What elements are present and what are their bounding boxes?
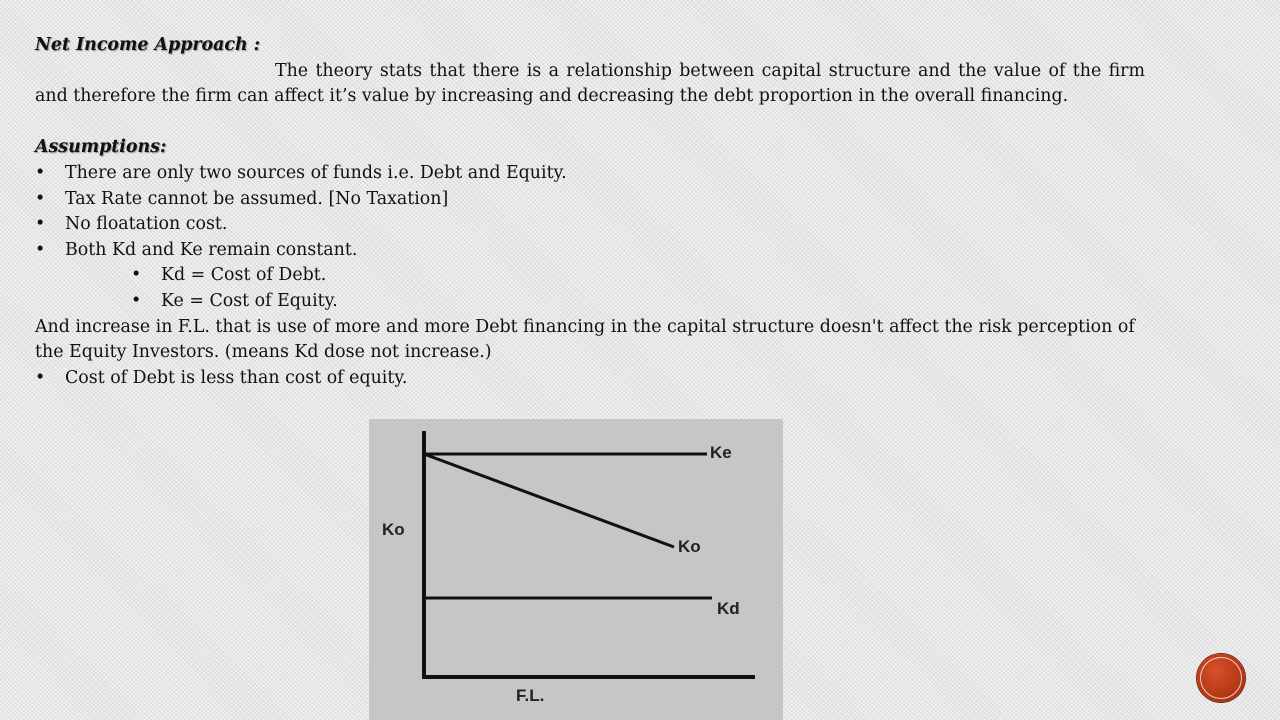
ko-line-label: Ko [678, 537, 701, 556]
spacer [35, 110, 1145, 136]
ko-line [424, 454, 674, 547]
circle-button-icon[interactable] [1197, 654, 1245, 702]
net-income-diagram [369, 419, 783, 720]
intro-paragraph: The theory stats that there is a relationship between capital structure and the value of the firm and therefore the firm can affect it’s value by increasing and decreasing the debt proportion in the overall financing. [35, 60, 1145, 107]
y-axis-label: Ko [382, 520, 405, 539]
bullet-item: • Cost of Debt is less than cost of equity. [35, 366, 1145, 392]
fl-paragraph: And increase in F.L. that is use of more and more Debt financing in the capital structure doesn't affect the risk perception of the Equity Investors. (means Kd dose not increase.) [35, 316, 1135, 363]
ke-line-label: Ke [710, 443, 732, 462]
kd-line-label: Kd [717, 599, 740, 618]
sub-bullet-item: • Kd = Cost of Debt. [131, 263, 1145, 289]
bullet-item: • There are only two sources of funds i.e. Debt and Equity. [35, 161, 1145, 187]
assumptions-heading: Assumptions: [35, 137, 167, 158]
sub-bullet-item: • Ke = Cost of Equity. [131, 289, 1145, 315]
bullet-item: • Both Kd and Ke remain constant. [35, 238, 1145, 264]
slide-content [35, 33, 1145, 391]
bullet-item: • Tax Rate cannot be assumed. [No Taxation] [35, 187, 1145, 213]
bullet-item: • No floatation cost. [35, 212, 1145, 238]
x-axis-label: F.L. [516, 686, 545, 705]
slide-heading: Net Income Approach : [35, 35, 261, 55]
